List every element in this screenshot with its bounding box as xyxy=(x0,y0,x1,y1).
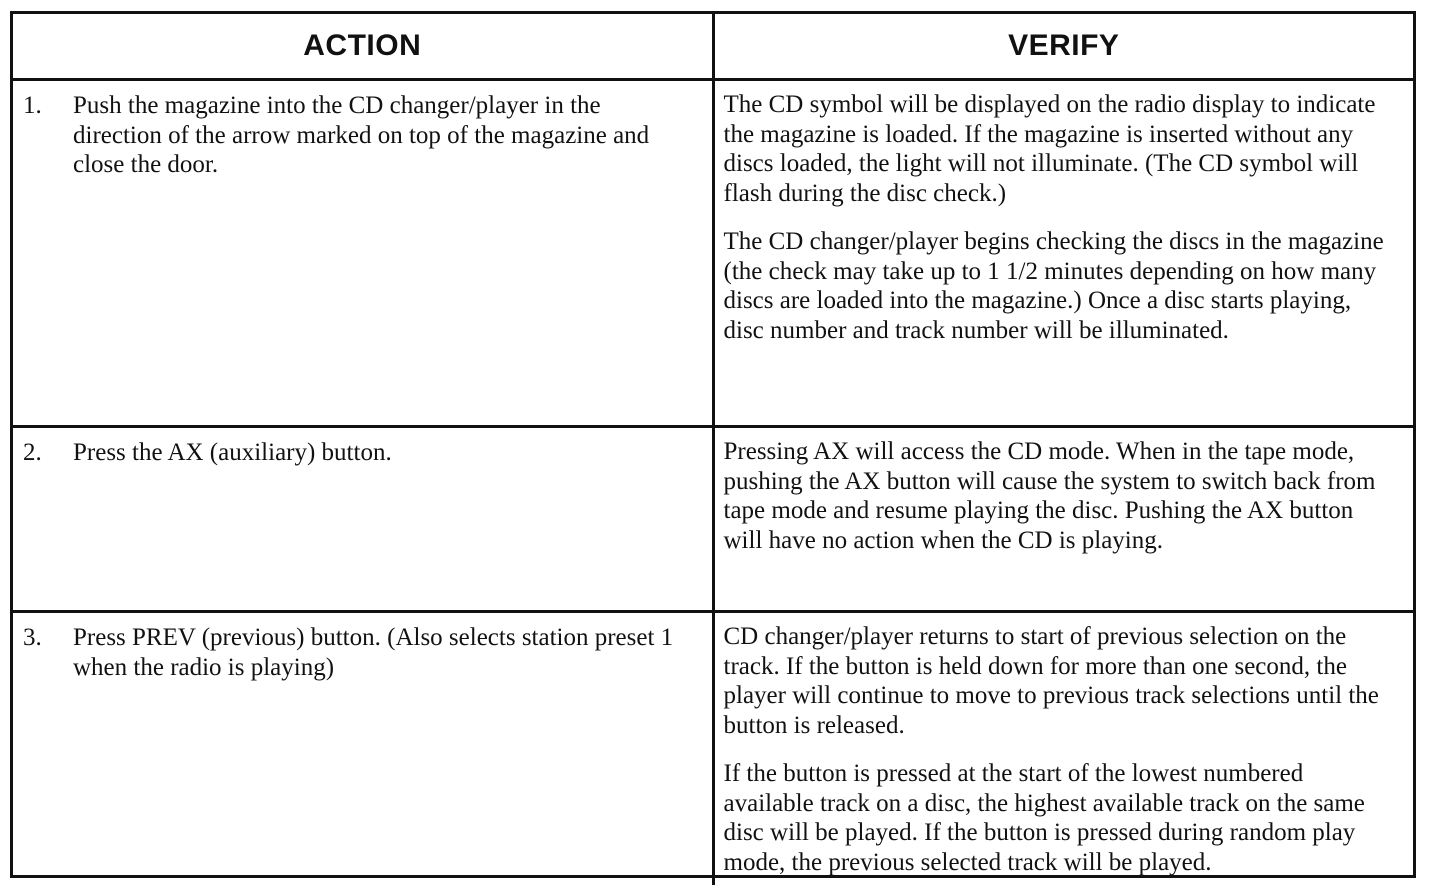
action-text: Push the magazine into the CD changer/player in the direction of the arrow marked on top of the magazine and close the door. xyxy=(73,92,650,178)
verify-cell xyxy=(713,612,1413,886)
table-row xyxy=(13,80,1413,427)
verify-paragraph: The CD changer/player begins checking the discs in the magazine (the check may take up to 1 1/2 minutes depending on how many discs are loaded into the magazine.) Once a disc starts playing, disc number and track number will be illuminated. xyxy=(723,228,1384,344)
verify-paragraph: CD changer/player returns to start of previous selection on the track. If the button is held down for more than one second, the player will continue to move to previous track selections until the button is released. xyxy=(723,623,1379,739)
action-text: Press the AX (auxiliary) button. xyxy=(73,439,392,466)
table-row xyxy=(13,427,1413,612)
verify-cell xyxy=(713,427,1413,612)
header-row xyxy=(13,14,1413,80)
action-cell xyxy=(13,612,713,886)
verify-paragraph: If the button is pressed at the start of the lowest numbered available track on a disc, the highest available track on the same disc will be played. If the button is pressed during random play mode, the previous selected track will be played. xyxy=(723,760,1365,876)
verify-paragraph: Pressing AX will access the CD mode. When in the tape mode, pushing the AX button will cause the system to switch back from tape mode and resume playing the disc. Pushing the AX button will have no action when the CD is playing. xyxy=(723,438,1376,554)
table-row xyxy=(13,612,1413,886)
action-column-header: ACTION xyxy=(13,14,713,80)
verify-column-header: VERIFY xyxy=(713,14,1413,80)
action-verify-table xyxy=(13,14,1413,885)
action-cell xyxy=(13,427,713,612)
step-number: 3. xyxy=(23,624,42,651)
verify-paragraph: The CD symbol will be displayed on the radio display to indicate the magazine is loaded. If the magazine is inserted without any discs loaded, the light will not illuminate. (The CD symbol will flash during the disc check.) xyxy=(723,91,1376,207)
verify-cell xyxy=(713,80,1413,427)
step-number: 1. xyxy=(23,92,42,119)
action-cell xyxy=(13,80,713,427)
action-text: Press PREV (previous) button. (Also selects station preset 1 when the radio is playing) xyxy=(73,624,674,681)
step-number: 2. xyxy=(23,439,42,466)
action-verify-table-frame xyxy=(10,11,1416,878)
